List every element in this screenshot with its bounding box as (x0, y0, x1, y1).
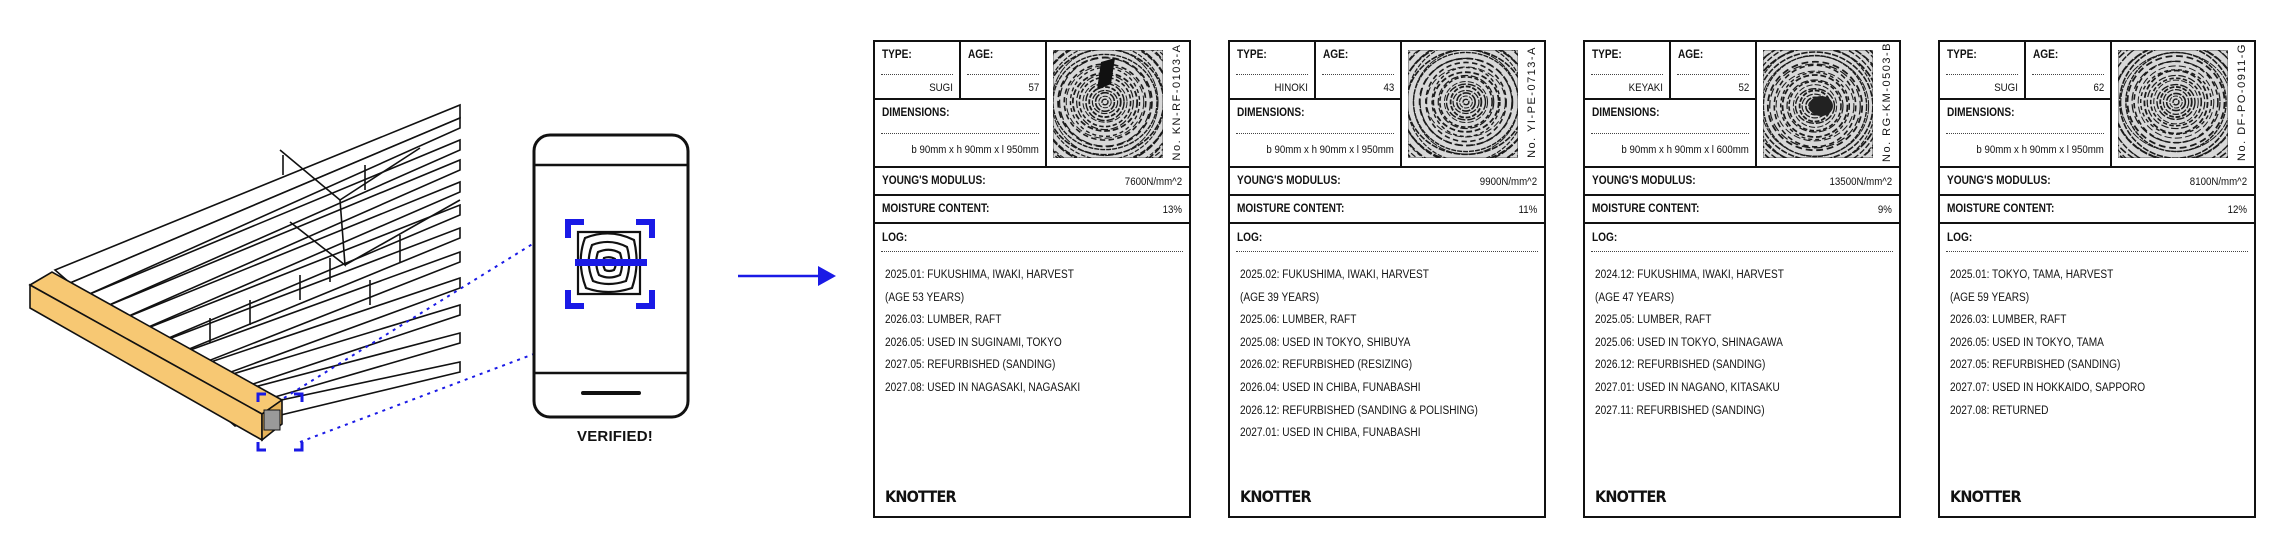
log-entry: (AGE 59 YEARS) (1950, 291, 2030, 304)
wood-ring-graphic (2118, 50, 2228, 158)
log-entry: 2025.01: FUKUSHIMA, IWAKI, HARVEST (885, 269, 1074, 281)
dotted-line (881, 74, 953, 75)
dotted-line (1946, 74, 2018, 75)
log-entries (1595, 264, 1893, 422)
youngs-modulus-label: YOUNG'S MODULUS: (1237, 175, 1341, 187)
log-section (875, 222, 1189, 516)
moisture-value: 11% (1518, 204, 1537, 216)
log-entry: 2027.01: USED IN NAGANO, KITASAKU (1595, 381, 1780, 394)
deck-slats (55, 105, 460, 426)
serial-text: No. DF-PO-0911-G (2236, 43, 2248, 161)
youngs-modulus-value: 9900N/mm^2 (1479, 176, 1537, 188)
age-value: 52 (1738, 82, 1749, 94)
log-entry: 2025.02: FUKUSHIMA, IWAKI, HARVEST (1240, 269, 1429, 281)
log-entry: 2025.06: LUMBER, RAFT (1240, 314, 1357, 327)
type-cell (1940, 42, 2026, 100)
log-entry: 2027.05: REFURBISHED (SANDING) (1950, 359, 2121, 372)
dotted-line (1591, 133, 1749, 134)
youngs-modulus-label: YOUNG'S MODULUS: (1947, 175, 2051, 187)
log-section (1940, 222, 2254, 516)
log-entry: 2027.08: USED IN NAGASAKI, NAGASAKI (885, 381, 1081, 394)
log-entry: 2026.03: LUMBER, RAFT (885, 314, 1002, 327)
dimensions-label: DIMENSIONS: (1237, 107, 1305, 119)
timber-card-2[interactable] (1228, 40, 1546, 518)
serial-number (2234, 43, 2250, 161)
wood-ring-graphic (1763, 50, 1873, 158)
moisture-label: MOISTURE CONTENT: (1237, 203, 1345, 215)
dimensions-cell (1585, 100, 1757, 166)
log-entry: (AGE 39 YEARS) (1240, 291, 1320, 304)
youngs-modulus-row (875, 166, 1189, 196)
age-cell (961, 42, 1047, 100)
type-value: SUGI (929, 82, 953, 94)
age-label: AGE: (2033, 49, 2059, 61)
youngs-modulus-value: 7600N/mm^2 (1124, 176, 1182, 188)
type-label: TYPE: (882, 49, 912, 61)
dimensions-cell (875, 100, 1047, 166)
log-entries (1950, 264, 2248, 422)
dotted-line (1322, 74, 1394, 75)
log-section (1585, 222, 1899, 516)
scan-line (575, 259, 647, 266)
serial-text: No. KN-RF-0103-A (1171, 43, 1183, 161)
age-value: 62 (2093, 82, 2104, 94)
type-cell (1585, 42, 1671, 100)
type-label: TYPE: (1947, 49, 1977, 61)
dimensions-label: DIMENSIONS: (1947, 107, 2015, 119)
log-entry: 2026.05: USED IN TOKYO, TAMA (1950, 336, 2104, 349)
log-label: LOG: (882, 232, 908, 244)
dotted-line (881, 133, 1039, 134)
dimensions-value: b 90mm x h 90mm x l 600mm (1621, 144, 1749, 156)
dimensions-value: b 90mm x h 90mm x l 950mm (911, 144, 1039, 156)
youngs-modulus-row (1585, 166, 1899, 196)
log-label: LOG: (1237, 232, 1263, 244)
dotted-line (1236, 74, 1308, 75)
log-entries (885, 264, 1183, 400)
age-value: 57 (1028, 82, 1039, 94)
log-label: LOG: (1592, 232, 1618, 244)
wood-deck-illustration (0, 0, 880, 551)
moisture-label: MOISTURE CONTENT: (1947, 203, 2055, 215)
dotted-line (1946, 133, 2104, 134)
type-cell (875, 42, 961, 100)
serial-text: No. YI-PE-0713-A (1526, 46, 1538, 158)
moisture-value: 13% (1162, 204, 1182, 216)
dimensions-cell (1230, 100, 1402, 166)
serial-text: No. RG-KM-0503-B (1881, 42, 1893, 162)
dotted-line (1591, 74, 1663, 75)
serial-number (1169, 43, 1185, 161)
age-cell (1671, 42, 1757, 100)
log-entry: 2025.06: USED IN TOKYO, SHINAGAWA (1595, 336, 1783, 349)
youngs-modulus-label: YOUNG'S MODULUS: (882, 175, 986, 187)
moisture-value: 9% (1878, 204, 1892, 216)
log-entry: 2026.02: REFURBISHED (RESIZING) (1240, 359, 1413, 372)
dimensions-cell (1940, 100, 2112, 166)
timber-card-3[interactable] (1583, 40, 1901, 518)
moisture-row (1940, 194, 2254, 224)
arrow-right-icon (738, 266, 836, 286)
dotted-line (1236, 251, 1538, 252)
dotted-line (967, 74, 1039, 75)
log-entry: 2026.04: USED IN CHIBA, FUNABASHI (1240, 381, 1421, 394)
wood-ring-image (1408, 50, 1518, 158)
log-entry: 2026.03: LUMBER, RAFT (1950, 314, 2067, 327)
timber-card-4[interactable] (1938, 40, 2256, 518)
log-label: LOG: (1947, 232, 1973, 244)
log-entry: 2027.11: REFURBISHED (SANDING) (1595, 404, 1765, 417)
log-entry: 2026.12: REFURBISHED (SANDING) (1595, 359, 1766, 372)
brand-logo: KNOTTER (885, 487, 956, 506)
type-cell (1230, 42, 1316, 100)
dotted-line (1236, 133, 1394, 134)
wood-ring-image (1763, 50, 1873, 158)
moisture-row (875, 194, 1189, 224)
moisture-row (1230, 194, 1544, 224)
wood-ring-image (1053, 50, 1163, 158)
timber-card-1[interactable] (873, 40, 1191, 518)
log-entry: 2026.12: REFURBISHED (SANDING & POLISHING) (1240, 404, 1478, 417)
log-entry: 2025.01: TOKYO, TAMA, HARVEST (1950, 269, 2114, 281)
wood-ring-graphic (1053, 50, 1163, 158)
log-entry: 2024.12: FUKUSHIMA, IWAKI, HARVEST (1595, 269, 1784, 281)
dotted-line (2032, 74, 2104, 75)
dimensions-label: DIMENSIONS: (1592, 107, 1660, 119)
age-value: 43 (1383, 82, 1394, 94)
log-entry: (AGE 47 YEARS) (1595, 291, 1675, 304)
log-entry: 2027.01: USED IN CHIBA, FUNABASHI (1240, 427, 1421, 440)
log-entry: 2027.08: RETURNED (1950, 404, 2049, 417)
log-entry: 2027.07: USED IN HOKKAIDO, SAPPORO (1950, 381, 2146, 394)
youngs-modulus-row (1940, 166, 2254, 196)
brand-logo: KNOTTER (1240, 487, 1311, 506)
log-entry: (AGE 53 YEARS) (885, 291, 965, 304)
serial-number (1879, 42, 1895, 162)
dotted-line (1591, 251, 1893, 252)
type-value: KEYAKI (1628, 82, 1663, 94)
log-entries (1240, 264, 1538, 445)
age-cell (1316, 42, 1402, 100)
moisture-label: MOISTURE CONTENT: (1592, 203, 1700, 215)
log-entry: 2026.05: USED IN SUGINAMI, TOKYO (885, 336, 1062, 349)
brand-logo: KNOTTER (1595, 487, 1666, 506)
verified-label: VERIFIED! (577, 428, 653, 445)
youngs-modulus-row (1230, 166, 1544, 196)
smartphone-scan-icon (534, 135, 688, 417)
age-label: AGE: (1678, 49, 1704, 61)
log-entry: 2025.05: LUMBER, RAFT (1595, 314, 1712, 327)
type-label: TYPE: (1237, 49, 1267, 61)
wood-ring-graphic (1408, 50, 1518, 158)
dimensions-value: b 90mm x h 90mm x l 950mm (1976, 144, 2104, 156)
type-value: HINOKI (1274, 82, 1308, 94)
dotted-line (881, 251, 1183, 252)
moisture-label: MOISTURE CONTENT: (882, 203, 990, 215)
moisture-value: 12% (2227, 204, 2247, 216)
log-section (1230, 222, 1544, 516)
age-label: AGE: (1323, 49, 1349, 61)
wood-ring-image (2118, 50, 2228, 158)
moisture-row (1585, 194, 1899, 224)
log-entry: 2025.08: USED IN TOKYO, SHIBUYA (1240, 336, 1411, 349)
type-value: SUGI (1994, 82, 2018, 94)
dimensions-label: DIMENSIONS: (882, 107, 950, 119)
dotted-line (1677, 74, 1749, 75)
youngs-modulus-value: 8100N/mm^2 (2189, 176, 2247, 188)
dimensions-value: b 90mm x h 90mm x l 950mm (1266, 144, 1394, 156)
youngs-modulus-value: 13500N/mm^2 (1829, 176, 1892, 188)
log-entry: 2027.05: REFURBISHED (SANDING) (885, 359, 1056, 372)
brand-logo: KNOTTER (1950, 487, 2021, 506)
youngs-modulus-label: YOUNG'S MODULUS: (1592, 175, 1696, 187)
dotted-line (1946, 251, 2248, 252)
serial-number (1524, 48, 1540, 156)
type-label: TYPE: (1592, 49, 1622, 61)
age-cell (2026, 42, 2112, 100)
age-label: AGE: (968, 49, 994, 61)
